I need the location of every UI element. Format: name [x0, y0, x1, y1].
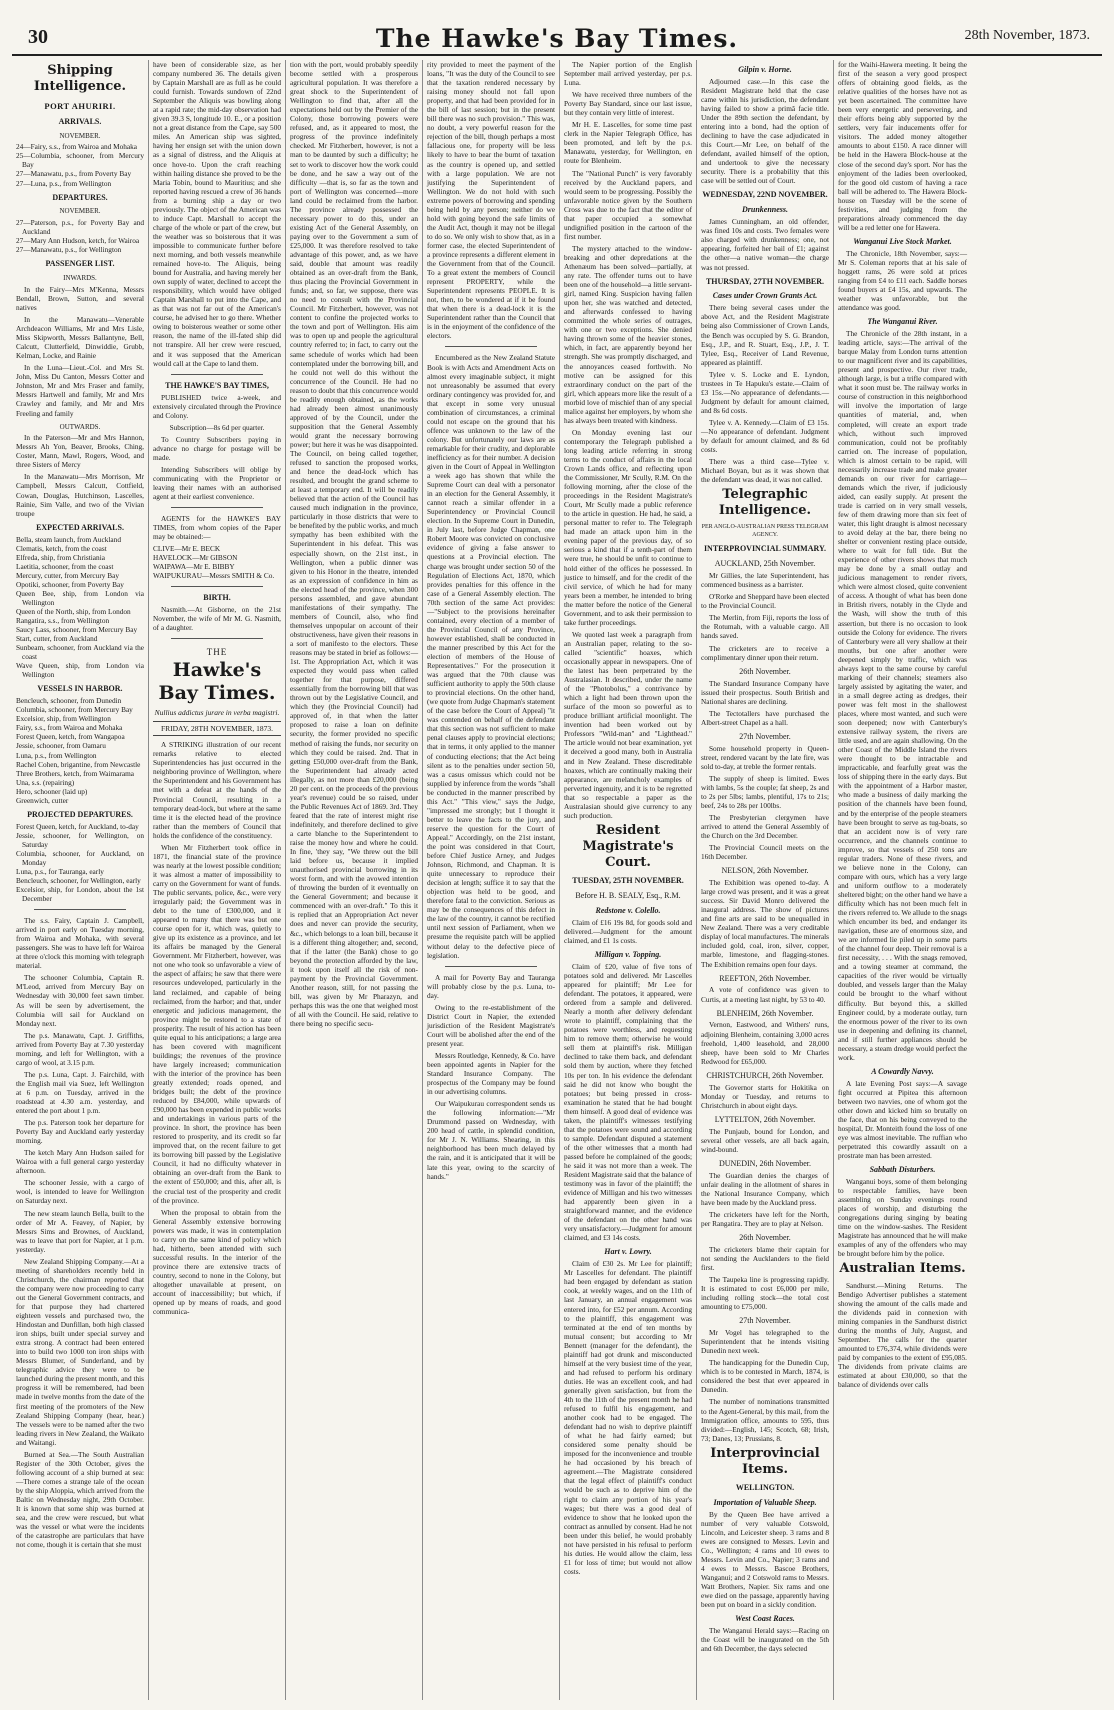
- case-body: There being several cases under the above Act, and the Resident Magistrate being also Commissioner of Crown Lands, the Bench was occupied by S. G. Brandon, Esq., J.P., and R. Stuart, Esq., J.P., J. T. Tylee, Esq., Receiver of Land Revenue, appeared as plaintiff.: [701, 303, 829, 367]
- item-title: Sabbath Disturbers.: [869, 1165, 936, 1175]
- item-title: Importation of Valuable Sheep.: [713, 1497, 817, 1507]
- departures-month: NOVEMBER.: [59, 207, 101, 216]
- list-item: Una, s.s. (repairing): [16, 777, 75, 787]
- column-5: [560, 60, 697, 1700]
- telegram-paragraph: Some household property in Queen-street, rendered vacant by the late fire, was sold to-day, at treble the former rentals.: [701, 743, 829, 771]
- local-paragraph: The mystery attached to the window-breaking and other depredations at the Athenæum has been solved—partially, at any rate. The offender turns out to have been one of the household—a little servant-girl, named King. Suspicion having fallen upon her, she was watched and detected, and afterwards confessed to having committed the whole series of outrages, with one or two exceptions. She denied having thrown some of the heavier stones, which, in fact, are apparently beyond her strength. She was promptly discharged, and the annoyances ceased forthwith. No motive can be assigned for this extraordinary conduct on the part of the girl, which appears more like the result of a morbid love of mischief than of any special malice against her employers, by whom she has always been treated with kindness.: [564, 243, 692, 425]
- projected-heading: PROJECTED DEPARTURES.: [27, 809, 133, 819]
- case-title: Cases under Crown Grants Act.: [712, 291, 818, 301]
- dateline: LYTTELTON, 26th November.: [714, 1114, 816, 1124]
- case-title: Drunkenness.: [741, 205, 788, 215]
- list-item: Fairy, s.s., from Wairoa and Mohaka: [16, 723, 123, 733]
- dateline: REEFTON, 26th November.: [719, 973, 811, 983]
- local-paragraph: Messrs Routledge, Kennedy, & Co. have been appointed agents in Napier for the Standard Insurance Company. The prospectus of the Company may be found in our advertising columns.: [427, 1050, 555, 1097]
- agent-entry: WAIPUKURAU—Messrs SMITH & Co.: [153, 571, 275, 581]
- masthead: [12, 24, 1102, 56]
- court-date: THURSDAY, 27TH NOVEMBER.: [705, 276, 825, 286]
- notice-paragraph: To Country Subscribers paying in advance no charge for postage will be made.: [153, 434, 281, 462]
- dateline: AUCKLAND, 25th November.: [714, 559, 816, 569]
- vessels-list: [16, 696, 144, 805]
- shipping-paragraph: The new steam launch Bella, built to the order of Mr A. Feavey, of Napier, by Messrs Sims and Brownes, of Auckland, was to leave that port for Napier, at 1 p.m. yesterday.: [16, 1208, 144, 1254]
- telegram-paragraph: The cricketers are to receive a complimentary dinner upon their return.: [701, 643, 829, 662]
- telegram-paragraph: The Guardian denies the charges of unfair dealing in the allotment of shares in the National Insurance Company, which have been made by the Auckland press.: [701, 1170, 829, 1207]
- item-title: The Wanganui River.: [867, 317, 938, 327]
- departures-heading: DEPARTURES.: [52, 192, 108, 202]
- australian-items-heading: Australian Items.: [839, 1261, 966, 1277]
- shipping-paragraph: The s.s. Fairy, Captain J. Campbell, arrived in port early on Tuesday morning, from Wairoa and Mohaka, with several passengers. She was to have left for Wairoa at three o'clock this morning with telegraph material.: [16, 916, 144, 971]
- leader-paragraph: Encumbered as the New Zealand Statute Book is with Acts and Amendment Acts on almost every imaginable subject, it might not unreasonably be assumed that every ordinary contingency was provided for, and that except in some very unusual combination of circumstances, a criminal could not escape on the ground that his offence was unknown to the law of the colony. But unfortunately our laws are as remarkable for their crudity, and deplorable inefficiency as for their number. A decision given in the Court of Appeal in Wellington a week ago has shown that while the Supreme Court can deal with a personator in an election for the General Assembly, it cannot reach a similar offender in a Superintendency or Provincial Council election. In the Supreme Court in Dunedin, in July last, before Judge Chapman, one Robert Moore was convicted on conclusive evidence of giving a false answer to questions at a Provincial election. The charge was brought under section 50 of the Regulation of Elections Act, 1870, which provides penalties for this offence in the case of a General Assembly election. The 70th section of the same Act provides:—"Subject to the provisions hereinafter contained, every election of a member of the Provincial Council of any Province, however established, shall be conducted in the manner prescribed by this Act for the election of members of the House of Representatives." For the prosecution it was argued that the 70th clause was sufficient authority to apply the 50th clause to provincial elections. On the other hand, (we quote from Judge Chapman's statement of the case before the Court of Appeal) "it was contended on behalf of the defendant that this section was not sufficient to make penal clauses apply to provincial elections; that in terms, it only applied to the manner of conducting elections; that the Act being silent as to the penalties under section 50, was a casus omissus which could not be supplied by inference from the words "shall be conducted in the manner prescribed by this Act." "This view," says the Judge, "impressed me strongly; but I thought it better to leave the facts to the jury, and reserve the question for the Court of Appeal." Accordingly, on the 21st instant, the point was considered in that Court, before Chief Justice Arney, and Judges Johnson, Richmond, and Chapman. It is quite unnecessary to reproduce their decision at length; suffice it to say that the objection was held to be good, and therefore fatal to the conviction. Serious as may be the consequences of this defect in the law of the country, it cannot be rectified until next session of Parliament, when we presume the requisite patch will be applied without delay to the defective piece of legislation.: [427, 353, 555, 960]
- leader-paragraph: When Mr Fitzherbert took office in 1871, the financial state of the province was nearly at the lowest possible condition; it was almost a matter of impossibility to carry on the Government for want of funds. The public servants, police, &c., were very irregularly paid; the Government was in debt to the tune of £300,000, and it appeared to many that there was but one course open for it, which was, quietly to give up its existence as a province, and let its affairs be managed by the General Government. Mr Fitzherbert, however, was not one who took so unfavorable a view of the aspect of affairs; he saw that there were resources undeveloped, particularly in the land reclaimed, and capable of being reclaimed, from the harbor; and that, under energetic and judicious management, the province might be restored to a state of prosperity. The result of his action has been quite equal to his anticipations; a large area has been covered with magnificent buildings; the revenues of the province have largely increased; communication with the interior of the province has been greatly extended; roads opened, and bridges built; the debt of the province reduced by £84,000, while upwards of £90,000 has been expended in public works and undertakings in various parts of the province. In short, the province has been restored to prosperity, and its credit so far improved that, on the recent failure to get its borrowing bill passed by the Legislative Council, it had no difficulty whatever in obtaining an over-draft from the Bank to the extent of £50,000; and this, after all, is the crucial test of the prosperity and credit of the province.: [153, 842, 281, 1205]
- local-paragraph: Mr H. E. Lascelles, for some time past clerk in the Napier Telegraph Office, has been promoted, and left by the p.s. Manawatu, yesterday, for Wellington, en route for Blenheim.: [564, 120, 692, 166]
- item-paragraph: By the Queen Bee have arrived a number of very valuable Cotswold, Lincoln, and Leicester sheep. 3 rams and 8 ewes are consigned to Messrs. Levin and Co., Wellington; 4 rams and 10 ewes to Messrs. Levin and Co., Napier; 3 rams and 4 ewes to Messrs. Bascoe Brothers, Wanganui; and 2 Cotswold rams to Messrs. Watt Brothers, Napier. Six rams and one ewe died on the passage, apparently having been put on board in a sickly condition.: [701, 1509, 829, 1610]
- case-title: Redstone v. Colello.: [595, 905, 661, 915]
- list-item: Wave Queen, ship, from London via Wellington: [16, 661, 144, 680]
- expected-heading: EXPECTED ARRIVALS.: [36, 522, 124, 532]
- telegram-paragraph: The Presbyterian clergymen have arrived to attend the General Assembly of the Church on the 3rd December.: [701, 812, 829, 841]
- list-item: Sunbeam, schooner, from Auckland via the coast: [16, 643, 144, 662]
- dateline: 27th November.: [739, 1316, 791, 1326]
- list-item: Elfreda, ship, from Christiania: [16, 552, 105, 562]
- item-paragraph: The Chronicle of the 28th instant, in a leading article, says:—The arrival of the barque Malay from London turns attention to our magnificent river and its capabilities, present and prospective. Our river trade, although large, is but a trifle compared with what it soon must be. The railway works in course of construction in this neighborhood will involve the importation of large quantities of material, and, when completed, will create an export trade which, without such improved communication, could not be profitably carried on. The increase of population, which is almost certain to be rapid, will necessarily increase trade and make greater demands on our river for carriage—demands which the river, if judiciously aided, can easily supply. At present the trade is carried on in very small vessels, few of them drawing more than six feet of water, this light draught is almost necessary to avoid delay at the bar, there being no shelter or convenient resting place outside, where to wait for full tide. But the experience of other rivers shows that much may be done by a small outlay and judicious management to render rivers, which were almost closed, quite convenient of access. A thought of what has been done in British rivers, notably in the Clyde and the Wash, will show the truth of this assertion, but there is no occasion to look outside the Colony for evidence. The rivers of Canterbury were all very shallow at their mouths, but one after another were deepened simply by traffic, which was always kept to the same course by careful marking of their channels; steamers also largely assisted by agitating the water, and in a small degree acting as dredges, their power was felt most in the shallowest places, where most wanted, and such were soon deepened; now with Canterbury's extensive railway system, the rivers are little used, and are again shallowing. On the other Coast of the Middle Island the rivers were thought to be intractable and impracticable, and fearfully great was the loss of shipping there in the early days. But with the appointment of a Harbor master, who made a business of daily marking the position of the channels have been found, and by the enterprise of the people steamers have been brought to serve as tug-boats, so that an accident now is of very rare occurrence, and the channels continue to improve, so that vessels of 250 tons are regular traders. None of these rivers, and we believe none in the Colony, can compare with ours, which has a very large and uniform outflow to a moderately sheltered bight; on the other hand we have a difficulty which has not been much felt in the rivers referred to. We allude to the snags which encumber its bed, and endanger its navigation, these are of enormous size, and we are informed lie piled up in some parts of the channel four deep. Their removal is a first necessity, . . . With the snags removed, and a towing steamer at command, the capacities of the river would be virtually doubled, and vessels larger than the Malay could be brought to the wharf without difficulty. But beyond this, a skilled Engineer could, by a moderate outlay, turn the enormous power of the river to its own use in deepening and defining its channel, and if still further appliances should be necessary, a steam dredge would perfect the work.: [838, 329, 967, 1062]
- list-item: 25—Columbia, schooner, from Mercury Bay: [16, 151, 144, 170]
- shipping-paragraph: The p.s. Paterson took her departure for Poverty Bay and Auckland early yesterday morning.: [16, 1118, 144, 1146]
- item-title: Wanganui Live Stock Market.: [853, 236, 952, 246]
- page-number: 30: [28, 26, 48, 48]
- column-6: [697, 60, 834, 1700]
- list-item: Hero, schooner (laid up): [16, 786, 88, 796]
- arrivals-list: [16, 142, 144, 187]
- telegram-paragraph: O'Rorke and Sheppard have been elected to the Provincial Council.: [701, 592, 829, 611]
- dateline: 26th November.: [739, 1233, 791, 1242]
- agents-intro: AGENTS for the HAWKE'S BAY TIMES, from whom copies of the Paper may be obtained:—: [153, 514, 281, 542]
- telegram-paragraph: The supply of sheep is limited. Ewes with lambs, 5s the couple; fat sheep, 2s and to 2s per 5lbs; lambs, plentiful, 17s to 21s; beef, 24s to 28s per 100lbs.: [701, 773, 829, 810]
- leader-paragraph: A STRIKING illustration of our recent remarks relative to elected Superintendencies has just occurred in the neighboring province of Wellington, where the Superintendent and his Government has met with a defeat at the hands of the Provincial Council, resulting in a temporary dead-lock, but where at the same time it is the elected head of the province rather than the members of Council that holds the confidence of the constituency.: [153, 740, 281, 840]
- shipping-paragraph: The schooner Jessie, with a cargo of wool, is intended to leave for Wellington on Saturday next.: [16, 1178, 144, 1206]
- dateline: CHRISTCHURCH, 26th November.: [706, 1070, 824, 1080]
- court-date: TUESDAY, 25TH NOVEMBER.: [572, 876, 684, 886]
- passenger-heading: PASSENGER LIST.: [45, 259, 115, 269]
- list-item: Bencleuch, schooner, for Wellington, early: [16, 875, 141, 885]
- column-4: [423, 60, 560, 1700]
- local-paragraph: Our Waipukurau correspondent sends us the following information:—"Mr Drummond passed on Wednesday, with 200 head of cattle, in splendid condition, for Mr J. N. Williams. Shearing, in this neighborhood has been much delayed by the rain, and it is anticipated that it will be late this year, owing to the scarcity of hands.": [427, 1099, 555, 1181]
- case-title: Gilpin v. Horne.: [738, 65, 792, 74]
- leader-paragraph: rity provided to meet the payment of the loans, "It was the duty of the Council to see that the taxation rendered necessary by raising money should not fall upon property, and that had been provided for in the bill of last session; but in the present bill there was no such provision." This was, no doubt, a very powerful reason for the rejection of the bill, though perhaps a most fallacious one, for property will be less likely to have to bear the burnt of taxation as the country is opened up, and settled with a large population. We are not justifying the Superintendent of Wellington. We do not hold with such extreme powers of borrowing and spending being held by any person; neither do we hold with going beyond the safe limits of the Audit Act, though it may not be illegal to do so. We only wish to show that, as in a former case, the elected Superintendent of a province represents a different element in the Government from that of the Council. To a great extent the members of Council represent PROPERTY, while the Superintendent represents PEOPLE. It is not, then, to be wondered at if it be found that when there is a dead-lock it is the Superintendent rather than the Council that is in the enjoyment of the confidence of the electors.: [427, 60, 555, 341]
- passenger-entry: In the Fairy—Mrs M'Kenna, Messrs Bendall, Brown, Sutton, and several natives: [16, 284, 144, 312]
- list-item: Clematis, ketch, from the coast: [16, 543, 107, 553]
- list-item: Luna, p.s., for Tauranga, early: [16, 866, 104, 876]
- port-heading: PORT AHURIRI.: [44, 101, 116, 112]
- shipping-paragraph: New Zealand Shipping Company.—At a meeting of shareholders recently held in Christchurch, the chairman reported that the company were now proceeding to carry out the General Government contracts, and for that purpose they had chartered eighteen vessels and purchased two, the Hindostan and Dunfillan, both high classed iron ships, built under special survey and extra strong. A contract had been entered into to build two 1000 ton iron ships with Messrs Blumer, of Sunderland, and by telegraphic advice they were to be launched during the present month, and this progress it will be remembered, had been made in twelve months from the date of the first meeting of the promoters of the New Zealand Shipping Company (hear, hear.) The vessels were to be named after the two leading rivers in New Zealand, the Waikato and Waitangi.: [16, 1256, 144, 1447]
- list-item: Queen of the North, ship, from London: [16, 606, 131, 616]
- expected-list: [16, 535, 144, 680]
- inwards-heading: INWARDS.: [63, 274, 97, 283]
- list-item: Laetitia, schooner, from the coast: [16, 561, 114, 571]
- telegram-paragraph: The Standard Insurance Company have issued their prospectus. South British and National shares are declining.: [701, 678, 829, 706]
- list-item: Columbia, schooner, from Mercury Bay: [16, 705, 133, 715]
- agent-entry: HAVELOCK—Mr GIBSON: [153, 553, 238, 563]
- local-paragraph: The "National Punch" is very favorably received by the Auckland papers, and would seem to be progressing. Possibly the unfavorable notice given by the Southern Cross was due to the fact that the editor of that paper occupied a somewhat undignified position in the cartoon of the first number.: [564, 168, 692, 241]
- list-item: Opotiki, schooner, from Poverty Bay: [16, 579, 124, 589]
- list-item: 27—Mary Ann Hudson, ketch, for Wairoa: [16, 236, 140, 246]
- telegram-paragraph: The Tectotallers have purchased the Albert-street Chapel as a hall.: [701, 708, 829, 727]
- column-7: [834, 60, 971, 1700]
- arrivals-month: NOVEMBER.: [59, 131, 101, 140]
- notice-paragraph: Subscription—8s 6d per quarter.: [169, 422, 265, 432]
- list-item: Saucy Lass, schooner, from Mercury Bay: [16, 625, 138, 635]
- list-item: 27—Manawatu, p.s., from Poverty Bay: [16, 169, 132, 179]
- list-item: Bella, steam launch, from Auckland: [16, 534, 121, 544]
- divider: [445, 966, 537, 967]
- shipping-heading: Shipping Intelligence.: [33, 63, 127, 95]
- list-item: Jessie, schooner, from Oamaru: [16, 741, 106, 751]
- list-item: Queen Bee, ship, from London via Wellington: [16, 588, 144, 607]
- list-item: Forest Queen, ketch, for Auckland, to-day: [16, 821, 139, 831]
- column-2: [149, 60, 286, 1700]
- local-paragraph: On Monday evening last our contemporary the Telegraph published a long leading article referring in strong terms to the conduct of affairs in the local Crown Lands office, and reflecting upon the Commissioner, Mr Scully, R.M. On the following morning, after the close of the proceedings in the Resident Magistrate's Court, Mr Scully made a public reference to the article in question. He had, he said, a personal matter to refer to. The Telegraph had made an attack upon him in the evening paper of the previous day, of so serious a kind that if a tenth-part of them were true, he should be unfit to continue to hold either of the offices he possessed. In justice to himself, and for the credit of the civil service, of which he had for many years been a member, he intended to bring the matter before the notice of the General Government, and to ask their permission to take further proceedings.: [564, 427, 692, 627]
- telegraphic-subheading: PER ANGLO-AUSTRALIAN PRESS TELEGRAM AGENCY.: [701, 524, 829, 538]
- telegram-paragraph: Mr Gillies, the late Superintendent, has commenced business as a barrister.: [701, 571, 829, 590]
- list-item: Greenwich, cutter: [16, 795, 69, 805]
- column-1: [12, 60, 149, 1700]
- divider: [171, 638, 263, 639]
- passenger-entry: In the Paterson—Mr and Mrs Hannon, Messrs Ah Yon, Beaver, Brooks, Ching, Coster, Mann, Mawl, Rogers, Wood, and three Sisters of Mercy: [16, 433, 144, 470]
- divider: [445, 346, 537, 347]
- list-item: Excelsior, ship, from Wellington: [16, 714, 111, 724]
- notice-heading: THE HAWKE'S BAY TIMES,: [165, 380, 269, 390]
- issue-date: 28th November, 1873.: [964, 28, 1090, 43]
- case-body: Claim of £16 19s 8d, for goods sold and delivered.—Judgment for the amount claimed, and £1 1s costs.: [564, 917, 692, 945]
- vessels-heading: VESSELS IN HARBOR.: [37, 684, 123, 694]
- shipping-paragraph: The schooner Columbia, Captain R. M'Leod, arrived from Mercury Bay on Wednesday with 30,000 feet sawn timber. As will be seen by advertisement, the Columbia will sail for Auckland on Monday next.: [16, 973, 144, 1028]
- item-paragraph: The Wanganui Herald says:—Racing on the Coast will be inaugurated on the 5th and 6th December, the days selected: [701, 1626, 829, 1654]
- shipping-paragraph: The ketch Mary Ann Hudson sailed for Wairoa with a full general cargo yesterday afternoon.: [16, 1148, 144, 1176]
- list-item: 27—Luna, p.s., from Wellington: [16, 178, 112, 188]
- notice-paragraph: Intending Subscribers will oblige by communicating with the Proprietor or leaving their names with an authorised agent at their earliest convenience.: [153, 464, 281, 501]
- list-item: 27—Paterson, p.s., for Poverty Bay and Auckland: [16, 218, 144, 237]
- case-title: Hart v. Lowry.: [604, 1247, 652, 1257]
- local-paragraph: We have received three numbers of the Poverty Bay Standard, since our last issue, but they contain very little of interest.: [564, 90, 692, 118]
- telegram-paragraph: The cricketers blame their captain for not sending the Aucklanders to the field first.: [701, 1244, 829, 1272]
- telegram-paragraph: Vernon, Eastwood, and Withers' runs, adjoining Blenheim, containing 3,000 acres freehold, 1,400 leasehold, and 28,000 sheep, have been sold to Mr Charles Redwood for £65,000.: [701, 1020, 829, 1066]
- dateline: NELSON, 26th November.: [721, 866, 809, 876]
- dateline: BLENHEIM, 26th November.: [716, 1008, 814, 1018]
- agent-entry: WAIPAWA—Mr E. BIBBY: [153, 562, 235, 572]
- court-date: WEDNESDAY, 22ND NOVEMBER.: [702, 190, 828, 200]
- telegram-paragraph: The cricketers have left for the North, per Rangatira. They are to play at Nelson.: [701, 1209, 829, 1228]
- case-body: Claim of £30 2s. Mr Lee for plaintiff; Mr Lascelles for defendant. The plaintiff had been engaged by defendant as station cook, at weekly wages, and on the 11th of last January, an annual engagement was entered into, for £52 per annum. According to the plaintiff, this engagement was terminated at the end of ten months by mutual consent; but according to Mr Bennett (manager for the defendant), the plaintiff had got drunk and misconducted himself at the very busiest time of the year, and had refused to perform his ordinary duties. He was an excellent cook, and had generally given satisfaction, but from the 4th to the 11th of the present month he had refused to fulfil his engagement, and another cook had to be engaged. The defendant had no wish to deprive plaintiff of what he had fairly earned; but considered some penalty should be imposed for the inconvenience and trouble he had occasioned by his breach of agreement.—The Magistrate considered that the legal effect of plaintiff's conduct would be such as to deprive him of the right to claim any portion of his year's wages; but there was a good deal of evidence to show that he looked upon the contract as annulled by consent. Had he not been under this belief, he would probably not have persisted in his refusal to perform his duties. He would allow the claim, less £1 for loss of time; but would not allow costs.: [564, 1259, 692, 1576]
- item-paragraph: A late Evening Post says:—A savage fight occurred at Pipitea this afternoon between two navvies, one of whom got the other down and kicked him so brutally on the face, that on his being conveyed to the hospital, Dr. Monteith found the loss of one eye was almost inevitable. The ruffian who perpetrated this cowardly assault on a prostrate man has been arrested.: [838, 1078, 967, 1161]
- telegram-paragraph: A vote of confidence was given to Curtis, at a meeting last night, by 53 to 40.: [701, 985, 829, 1004]
- telegram-paragraph: The handicapping for the Dunedin Cup, which is to be contested in March, 1874, is considered the best that ever appeared in Dunedin.: [701, 1358, 829, 1395]
- birth-heading: BIRTH.: [203, 593, 231, 603]
- item-paragraph: for the Waihi-Hawera meeting. It being the first of the season a very good prospect offers of obtaining good fields, as the relative qualities of the horses have not as yet been ascertained. The committee have been very energetic and persevering, and their efforts being ably supported by the settlers, very fair inducements offer for visitors. The added money altogether amounts to about £150. A race dinner will be held in the Hawera Block-house at the close of the second day's sport. Nor has the enjoyment of the ladies been overlooked, for the good old custom of having a race ball will be adhered to. The Hawera Block-house on Tuesday will be the scene of festivities, and judging from the preparations already commenced the day will be a red letter one for Hawera.: [838, 60, 967, 232]
- projected-list: [16, 822, 144, 903]
- masthead-motto: Nullius addictus jurare in verba magistri.: [154, 707, 280, 717]
- telegram-paragraph: The Punjaub, bound for London, and several other vessels, are all back again, wind-bound.: [701, 1126, 829, 1154]
- case-body: Adjourned case.—In this case the Resident Magistrate held that the case came within his jurisdiction, the defendant having failed to show a primâ facie title. Under the 89th section the defendant, by entering into a bond, had the option of declining to have the case adjudicated in this Court.—Mr Lee, on behalf of the defendant, availed himself of the option, and undertook to give the necessary security. There is a probability that this case will be settled out of Court.: [701, 76, 829, 186]
- masthead-title: Hawke's Bay Times.: [158, 658, 276, 705]
- divider: [171, 374, 263, 375]
- shipping-paragraph: Burned at Sea.—The South Australian Register of the 30th October, gives the following account of a ship burned at sea:—There comes a strange tale of the ocean by the ship Aloppia, which arrived from the Baltic on Wednesday night, 29th October. It is known that some ship was burned at sea, and the crew were rescued, but what was the vessel or what were the incidents of the catastrophe are particulars that have not come, though it is certain that she must: [16, 1449, 144, 1550]
- dateline: 26th November.: [739, 666, 791, 676]
- list-item: 24—Fairy, s.s., from Wairoa and Mohaka: [16, 142, 138, 152]
- masthead-the: THE: [206, 647, 228, 658]
- list-item: Bencleuch, schooner, from Dunedin: [16, 696, 122, 706]
- telegram-paragraph: Mr Vogel has telegraphed to the Superintendent that he intends visiting Dunedin next week.: [701, 1328, 829, 1356]
- telegraphic-heading: Telegraphic Intelligence.: [718, 487, 812, 519]
- birth-notice: Nasmith.—At Gisborne, on the 21st November, the wife of Mr M. G. Nasmith, of a daughter.: [153, 605, 281, 633]
- arrivals-heading: ARRIVALS.: [58, 116, 102, 126]
- article-paragraph: have been of considerable size, as her company numbered 36. The details given by Captain Marshall are as full as he could could furnish. Towards sundown of 22nd September the Aliquis was bowling along at a rapid rate; the mid-day observation had given 39.3 S, longitude 10. E., or a position not a great distance from the Cape, say 500 miles. An American ship was sighted, having her ensign set with the union down as a signal of distress, and the Aliquis at once hove-to. Upon the craft reaching within hailing distance she proved to be the Maria Tobin, bound to Mauritius; and she reported having rescued a crew of 36 hands from a burning ship a day or two previously. The object of the American was to induce Capt. Marshall to accept the charge of the whole or part of the crew, but the weather was so boisterous that it was impossible to communicate further before next morning, and both vessels meanwhile remained hove-to. The Aliquis, being bound for Australia, and having merely her own supply of water, declined to accept the responsibility, which would have obliged Captain Marshall to put into the Cape, and as that was not far out of the American's course, he advised her to go there. Whether owing to boisterous weather or some other reason, the name of the ill-fated ship did not transpire. All her crew were rescued, and it was supposed that the American would call at the Cape to land them.: [153, 60, 281, 368]
- list-item: Start, cutter, from Auckland: [16, 634, 98, 644]
- passenger-entry: In the Manawatu—Venerable Archdeacon Williams, Mr and Mrs Lisle, Miss Skipworth, Messrs Ballantyne, Bell, Calcutt, Clutterfield, Dinwiddie, Grubb, Kelman, Locke, and Rainie: [16, 315, 144, 361]
- local-paragraph: Owing to the re-establishment of the District Court in Napier, the extended jurisdiction of the Resident Magistrate's Court will be abolished after the end of the present year.: [427, 1002, 555, 1048]
- passenger-entry: In the Luna—Lieut.-Col. and Mrs St. John, Miss Du Canton, Messrs Cotter and Johnston, Mr and Mrs Fraser and family, Messrs Hartwell and family, Mr and Mrs Crawley and family, and Mr and Mrs Freeling and family: [16, 363, 144, 418]
- dateline: 27th November.: [739, 731, 791, 741]
- divider: [171, 507, 263, 508]
- notice-paragraph: PUBLISHED twice a-week, and extensively circulated through the Province and Colony.: [153, 392, 281, 420]
- divider: [171, 586, 263, 587]
- telegram-paragraph: The Merlin, from Fiji, reports the loss of the Rotumah, with a valuable cargo. All hands saved.: [701, 613, 829, 641]
- local-paragraph: We quoted last week a paragraph from an Australian paper, relating to the so-called "scientific" hoaxes, which occasionally appear in newspapers. One of the latest has been perpetrated by the Australasian. It described, under the name of the "Photobolus," a contrivance by which a light had been thrown upon the surface of the moon so powerful as to produce brilliant artificial moonlight. The invention had been worked out by Professors "Wild-man" and "Lighthead." The article would not bear examination, yet it deceived a good many, both in Australia and in New Zealand. These discreditable hoaxes, which are continually making their appearance, are melancholy examples of perverted ingenuity, and it is to be regretted that so respectable a paper as the Australasian should give currency to any such production.: [564, 629, 692, 820]
- court-before: Before H. B. SEALY, Esq., R.M.: [575, 891, 681, 901]
- list-item: Excelsior, ship, for London, about the 1st December: [16, 885, 144, 904]
- list-item: Three Brothers, ketch, from Waimarama: [16, 768, 135, 778]
- editorial-masthead: [153, 647, 281, 736]
- shipping-paragraph: The p.s. Luna, Capt. J. Fairchild, with the English mail via Suez, left Wellington at 6 p.m. on Tuesday, arrived in the roadstead at 4.30 a.m. yesterday, and entered the port about 1 p.m.: [16, 1069, 144, 1116]
- case-body: James Cunningham, an old offender, was fined 10s and costs. Two females were also charged with drunkenness; one, not appearing, forfeited her bail of £1; against the other—a native woman—the charge was not pressed.: [701, 217, 829, 272]
- leader-paragraph: tion with the port, would probably speedily become settled with a prosperous agricultural population. It was therefore a great shock to the Superintendent of Wellington to find that, after all the expectations held out by the Premier of the Colony, those borrowing powers were refused, and, as it appeared to most, the progress of the province indefinitely checked. Mr Fitzherbert, however, is not a man to be daunted by such a difficulty; he set to work to discover how the work could be done, and he saw a way out of the difficulty —that is, so far as the town and port of Wellington was concerned—more land could be reclaimed from the harbor. The province already possessed the necessary power to do this, under an existing Act of the General Assembly, on paying over to the Government a sum of £25,000. It was therefore resolved to take advantage of this power, and, as we have said, double that amount was readily obtained as an over-draft from the Bank, thus placing the Provincial Government in funds; and, so far, we suppose, there was no need to consult with the Provincial Council. Mr Fitzherbert, however, was not content to confine the projected works to the town and port of Wellington. His aim was to open up and people the agricultural country referred to; in fact, to carry out the same schedule of works which had been contemplated under the borrowing bill, and he could not well do this without the concurrence of the Council. He had no reason to doubt that this concurrence would be readily enough obtained, as the works had already been almost unanimously approved of by the Council, under the supposition that the General Assembly would grant the necessary borrowing power; but here it was he was disappointed. The Council, on being called together, refused to sanction the proposed works, and hence the dead-lock which has resulted, and brought the grand scheme to at least a temporary end. It will be readily believed that the action of the Council has caused much indignation in the province, particularly in those districts that were to be benefited by the public works, and much sympathy has been exhibited with the Superintendent in his defeat. This was especially shown, on the 21st inst., in Wellington, when a public dinner was given to his Honor in the theatre, intended as an expression of confidence in him as the elected head of the province, when 300 persons assembled, and gave abundant manifestations of their sympathy. The members of Council, also, who find themselves unpopular on account of their obstructiveness, have given their reasons in a sort of manifesto to the electors. These reasons may be stated in brief as follows:—1st. The Appropriation Act, which it was expected they would pass when called together for that purpose, differed essentially from the borrowing bill that was thrown out by the Legislative Council, and which they (the Provincial Council) had approved of, in that when the latter proposed to raise a loan on definite security, the former provided no specific method of raising the funds, nor security on which they could be raised. 2nd. That in getting £50,000 over-draft from the Bank, the Superintendent had already acted illegally, as not more than £20,000 (being 20 per cent. on the proceeds of the previous year's revenue) could be so raised, under the Public Revenues Act of 1869. 3rd. They feared that the rate of interest might rise indefinitely, and therefore declined to give a carte blanche to the Superintendent to raise the money how and where he could. In fine, 'they say, "We threw out the bill laid before us, because it implied unauthorised provincial borrowing in its worst form, and with the avowed intention of throwing the burden of it eventually on the General Government; and because it commenced with an over-draft." To this it is replied that an Appropriation Act never does and never can provide the security, &c., which belongs to a loan bill, because it is a different thing altogether; and, second, that if the latter (the Bank) chose to go beyond the protection afforded by the law, it took upon itself all the risk of non-payment by the Provincial Government. Another reason, still, for not passing the bill, was given by Mr Pharazyn, and perhaps this was the one that weighed most of all with the Council. He said, relative to there being no specific secu-: [290, 60, 418, 1028]
- item-paragraph: Sandhurst.—Mining Returns. The Bendigo Advertiser publishes a statement showing the amount of the calls made and the dividends paid in connexion with mining companies in the Sandhurst district during the months of July, August, and September. The calls for the quarter amounted to £76,374, while dividends were paid by companies to the extent of £95,085. The dividends from private claims are estimated at about £30,000, so that the balance of dividends over calls: [838, 1280, 967, 1390]
- list-item: Rangatira, s.s., from Wellington: [16, 615, 110, 625]
- item-paragraph: Wanganui boys, some of them belonging to respectable families, have been assembling on Sunday evenings round places of worship, and disturbing the congregations during singing by beating time on the window-sashes. The Resident Magistrate has announced that he will make examples of any of the offenders who may be brought before him by the police.: [838, 1177, 967, 1259]
- shipping-paragraph: The p.s. Manawatu, Capt. J. Griffiths, arrived from Poverty Bay at 7.30 yesterday morning, and left for Wellington, with a cargo of wool, at 3.15 p.m.: [16, 1030, 144, 1067]
- dateline: DUNEDIN, 26th November.: [719, 1158, 811, 1168]
- passenger-entry: In the Manawatu—Mrs Morrison, Mr Campbell, Messrs Calcutt, Cottfield, Cowan, Douglas, Hutchinson, Lascelles, Rainie, Sim Valle, and two of the Vivian troupe: [16, 472, 144, 518]
- case-title: Milligan v. Topping.: [594, 950, 662, 960]
- outwards-heading: OUTWARDS.: [59, 422, 101, 431]
- telegram-paragraph: The Governor starts for Hokitika on Monday or Tuesday, and returns to Christchurch in about eight days.: [701, 1082, 829, 1110]
- item-paragraph: The Chronicle, 18th November, says:—Mr S. Coleman reports that at his sale of hoggett rams, 26 were sold at prices ranging from £4 to £11 each. Saddle horses found buyers at £4 15s, and upwards. The weather was unfavorable, but the attendance was good.: [838, 248, 967, 313]
- dateline: WELLINGTON.: [735, 1482, 795, 1492]
- list-item: Luna, p.s., from Wellington: [16, 750, 97, 760]
- list-item: Rachel Cohen, brigantine, from Newcastle: [16, 759, 141, 769]
- case-body: Claim of £20, value of five tons of potatoes sold and delivered. Mr Lascelles appeared for plaintiff; Mr Lee for defendant. The potatoes, it appeared, were ordered from a sample and delivered. Nearly a month after delivery defendant wrote to plaintiff, complaining that the potatoes were worthless, and requesting him to remove them; otherwise he would sell them at plaintiff's risk. Milligan declined to take them back, and defendant sold them by auction, where they fetched 10s per ton. In his evidence the defendant said he did not know who bought the potatoes; but being pressed in cross-examination he stated that he had bought them himself. A good deal of evidence was taken, the plaintiff's witnesses testifying that the potatoes were sound and according to sample. Defendant disputed a statement of the other witnesses that a month had passed before he complained of the goods; he said it was not more than a week. The Resident Magistrate said that the balance of testimony was in favor of the plaintiff; the evidence of Milligan and his two witnesses had apparently been given in a straightforward manner, and the evidence of the defendant on the other hand was very unsatisfactory.—Judgment for amount claimed, and £3 14s costs.: [564, 961, 692, 1243]
- list-item: 27—Manawatu, p.s., for Wellington: [16, 245, 122, 255]
- divider: [34, 909, 126, 910]
- local-paragraph: The Napier portion of the English September mail arrived yesterday, per p.s. Luna.: [564, 60, 692, 88]
- local-paragraph: A mail for Poverty Bay and Tauranga will probably close by the p.s. Luna, to-day.: [427, 972, 555, 1000]
- telegram-paragraph: The Exhibition was opened to-day. A large crowd was present, and it was a great success. Sir David Monro delivered the inaugural address. The show of pictures and fine arts are said to be unequalled in New Zealand. There was a very creditable display of local manufactures. The minerals included gold, coal, iron, silver, copper, marble, limestone, and flagging-stones. The Exhibition remains open four days.: [701, 878, 829, 969]
- column-3: [286, 60, 423, 1700]
- item-title: West Coast Races.: [735, 1614, 795, 1624]
- agent-entry: CLIVE—Mr E. BECK: [153, 544, 221, 554]
- departures-list: [16, 218, 144, 254]
- case-body: There was a third case—Tylee v. Michael Boyan, but as it was shown that the defendant was dead, it was not called.: [701, 457, 829, 485]
- columns: [12, 60, 1102, 1700]
- case-body: Tylee v. A. Kennedy.—Claim of £3 15s. —No appearance of defendant. Judgment by default for amount claimed, and 8s 6d costs.: [701, 417, 829, 455]
- case-body: Tylee v. S. Locke and E. Lyndon, trustees in Te Hapuku's estate.—Claim of £3 15s.—No appearance of defendants.—Judgment by default for amount claimed, and 8s 6d costs.: [701, 369, 829, 415]
- list-item: Forest Queen, ketch, from Wangapoa: [16, 732, 125, 742]
- interprovincial-summary-heading: INTERPROVINCIAL SUMMARY.: [703, 544, 827, 554]
- interprovincial-items-heading: Interprovincial Items.: [710, 1445, 820, 1477]
- list-item: Mercury, cutter, from Mercury Bay: [16, 570, 119, 580]
- newspaper-title: The Hawke's Bay Times.: [375, 24, 739, 53]
- court-heading: Resident Magistrate's Court.: [582, 822, 674, 871]
- item-title: A Cowardly Navvy.: [871, 1066, 934, 1076]
- telegram-paragraph: The Taupeka line is progressing rapidly. It is estimated to cost £6,000 per mile, including rolling stock—the total cost amounting to £75,000.: [701, 1275, 829, 1312]
- telegram-paragraph: The number of nominations transmitted to the Agent-General, by this mail, from the Immigration office, amounts to 595, thus divided:—English, 145; Scotch, 68; Irish, 73; Danes, 13; Prussians, 8.: [701, 1397, 829, 1443]
- masthead-dateline: FRIDAY, 28TH NOVEMBER, 1873.: [153, 721, 281, 736]
- leader-paragraph: When the proposal to obtain from the General Assembly extensive borrowing powers was made, it was in contemplation to carry on the same kind of policy which had, hitherto, been attended with such successful results. In the interior of the province there are extensive tracts of country, second to none in the Colony, but altogether unavailable at present, on account of inaccessibility; but which, if opened up by means of roads, and good communica-: [153, 1207, 281, 1317]
- telegram-paragraph: The Provincial Council meets on the 16th December.: [701, 843, 829, 862]
- list-item: Columbia, schooner, for Auckland, on Monday: [16, 848, 144, 867]
- list-item: Jessie, schooner, for Wellington, on Saturday: [16, 830, 144, 849]
